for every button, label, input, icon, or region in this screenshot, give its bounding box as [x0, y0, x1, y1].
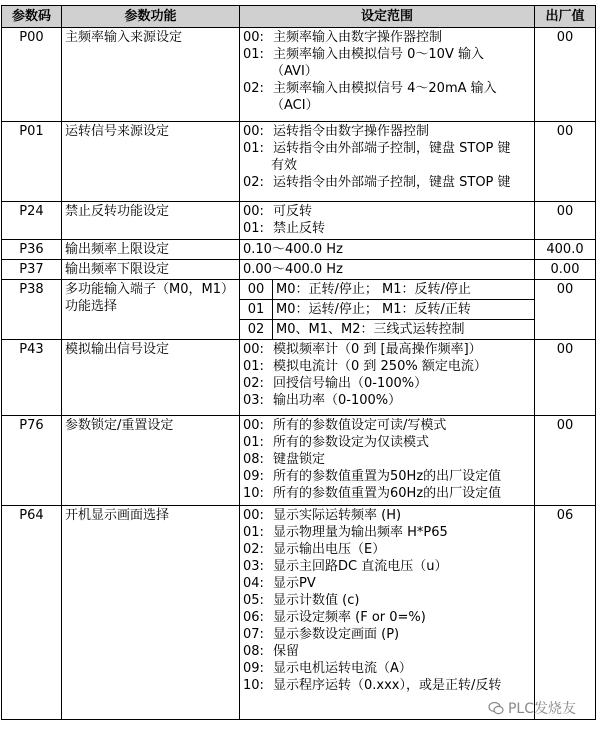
option-line: [243, 643, 531, 660]
option-key: 02:: [243, 542, 264, 557]
param-range: [240, 506, 535, 720]
option-text: 显示计数值 (c): [273, 593, 360, 608]
table-row: [2, 416, 596, 506]
option-text: 所有的参数值设定可读/写模式: [273, 418, 447, 433]
option-line: [243, 341, 531, 358]
option-key: 06:: [243, 610, 264, 625]
option-key: 04:: [243, 576, 264, 591]
option-line: [243, 541, 531, 558]
param-range: [240, 122, 535, 202]
option-text: 显示实际运转频率 (H): [273, 508, 402, 523]
param-code: P01: [2, 122, 62, 202]
option-text: 运转指令由数字操作器控制: [273, 124, 430, 139]
option-text: 0.00～400.0 Hz: [243, 262, 343, 277]
header-code: 参数码: [2, 6, 62, 28]
option-key: 09:: [243, 469, 264, 484]
option-key: 03:: [243, 393, 264, 408]
table-row: [2, 506, 596, 720]
header-function: 参数功能: [62, 6, 240, 28]
option-key: 02:: [243, 175, 264, 190]
option-key: 01:: [243, 221, 264, 236]
param-code: P00: [2, 28, 62, 122]
option-key: 01:: [243, 525, 264, 540]
table-row: [2, 122, 596, 202]
option-line: [243, 524, 531, 541]
option-text: 显示PV: [273, 576, 316, 591]
param-code: P37: [2, 260, 62, 280]
option-key: 10:: [243, 678, 264, 693]
option-text: 主频率输入由模拟信号 4～20mA 输入: [273, 81, 497, 96]
param-function: 主频率输入来源设定: [62, 28, 240, 122]
option-line: [243, 358, 531, 375]
option-line: [243, 660, 531, 677]
param-range: [240, 260, 535, 280]
header-default: 出厂值: [535, 6, 596, 28]
option-line: [243, 485, 531, 502]
option-key: 08:: [243, 644, 264, 659]
default-value: 00: [535, 122, 596, 202]
param-range: [240, 28, 535, 122]
table-header-row: [2, 6, 596, 28]
param-code: P43: [2, 340, 62, 416]
param-function: 输出频率下限设定: [62, 260, 240, 280]
table-row: [2, 240, 596, 260]
option-row: [240, 300, 534, 320]
default-value: 00: [535, 416, 596, 506]
option-text: 键盘锁定: [273, 452, 326, 467]
header-range: 设定范围: [240, 6, 535, 28]
option-text: 显示电机运转电流（A）: [273, 661, 412, 676]
option-line: [243, 29, 531, 46]
option-key: 00:: [243, 204, 264, 219]
param-range: [240, 202, 535, 240]
option-text: 可反转: [273, 204, 313, 219]
param-function: 运转信号来源设定: [62, 122, 240, 202]
default-value: 00: [535, 340, 596, 416]
option-text: 0.10～400.0 Hz: [243, 242, 343, 257]
option-key: 08:: [243, 452, 264, 467]
option-line: [243, 140, 531, 157]
watermark-text: PLC发烧友: [507, 701, 576, 717]
option-key: 09:: [243, 661, 264, 676]
option-line: [243, 80, 531, 97]
option-line: [243, 203, 531, 220]
option-row: [240, 320, 534, 340]
option-key: 01:: [243, 47, 264, 62]
option-text-continued: 有效: [271, 158, 298, 173]
option-key: 00:: [243, 508, 264, 523]
param-code: P76: [2, 416, 62, 506]
option-line: [243, 468, 531, 485]
param-code: P38: [2, 280, 62, 340]
option-text: 运转指令由外部端子控制，键盘 STOP 键: [273, 141, 511, 156]
option-line: [243, 123, 531, 140]
option-text: 所有的参数设定为仅读模式: [273, 435, 430, 450]
option-key: 00:: [243, 124, 264, 139]
option-line: [243, 609, 531, 626]
option-text: 所有的参数值重置为50Hz的出厂设定值: [273, 469, 502, 484]
option-text: 显示设定频率 (F or 0=%): [273, 610, 426, 625]
option-text: 所有的参数值重置为60Hz的出厂设定值: [273, 486, 502, 501]
option-key: 05:: [243, 593, 264, 608]
param-range: [240, 416, 535, 506]
option-line: [243, 592, 531, 609]
option-text: 禁止反转: [273, 221, 326, 236]
option-key: 00:: [243, 342, 264, 357]
option-key: 02:: [243, 81, 264, 96]
default-value: 00: [535, 280, 596, 340]
option-line: [243, 46, 531, 63]
option-key: 00: [240, 280, 273, 300]
option-text: 显示物理量为输出频率 H*P65: [273, 525, 448, 540]
option-subtable: [240, 280, 534, 339]
option-text: 输出功率（0-100%）: [273, 393, 402, 408]
option-line: [243, 558, 531, 575]
option-key: 02: [240, 320, 273, 340]
table-row: [2, 340, 596, 416]
option-text: M0、M1、M2：三线式运转控制: [273, 320, 535, 340]
option-text: 模拟频率计（0 到 [最高操作频率]）: [273, 342, 482, 357]
option-line: [243, 677, 531, 694]
option-text: 主频率输入由数字操作器控制: [273, 30, 443, 45]
param-code: P36: [2, 240, 62, 260]
param-range: [240, 340, 535, 416]
param-function: 禁止反转功能设定: [62, 202, 240, 240]
option-line: [243, 434, 531, 451]
table-row: [2, 260, 596, 280]
option-text: M0：正转/停止； M1：反转/停止: [273, 280, 535, 300]
parameter-table: [1, 5, 596, 720]
param-range: [240, 280, 535, 340]
param-code: P64: [2, 506, 62, 720]
option-text: 主频率输入由模拟信号 0～10V 输入: [273, 47, 484, 62]
option-key: 02:: [243, 376, 264, 391]
option-key: 01:: [243, 141, 264, 156]
option-text: 保留: [273, 644, 300, 659]
option-line: [243, 241, 531, 258]
option-line: [243, 575, 531, 592]
option-line: [243, 626, 531, 643]
default-value: 00: [535, 28, 596, 122]
table-row: [2, 28, 596, 122]
option-text: M0：运转/停止； M1：反转/正转: [273, 300, 535, 320]
option-line: [243, 375, 531, 392]
option-line: [243, 417, 531, 434]
option-key: 00:: [243, 418, 264, 433]
option-text: 回授信号输出（0-100%）: [273, 376, 428, 391]
table-row: [2, 280, 596, 340]
option-text: 显示主回路DC 直流电压（u）: [273, 559, 448, 574]
default-value: 00: [535, 202, 596, 240]
option-text-continued: （AVI）: [271, 64, 318, 79]
option-line: [243, 261, 531, 278]
default-value: 0.00: [535, 260, 596, 280]
option-key: 01: [240, 300, 273, 320]
option-key: 01:: [243, 435, 264, 450]
wechat-icon: [488, 700, 504, 716]
option-key: 10:: [243, 486, 264, 501]
param-function: 参数锁定/重置设定: [62, 416, 240, 506]
param-range: [240, 240, 535, 260]
param-function: 开机显示画面选择: [62, 506, 240, 720]
default-value: 400.0: [535, 240, 596, 260]
option-text: 显示输出电压（E）: [273, 542, 386, 557]
option-text-continued: （ACI）: [271, 98, 319, 113]
option-key: 03:: [243, 559, 264, 574]
option-line: [243, 507, 531, 524]
option-line: [243, 220, 531, 237]
param-function: 多功能输入端子（M0，M1）功能选择: [62, 280, 240, 340]
option-key: 07:: [243, 627, 264, 642]
param-function: 输出频率上限设定: [62, 240, 240, 260]
table-row: [2, 202, 596, 240]
option-line: [243, 174, 531, 191]
option-key: 01:: [243, 359, 264, 374]
option-text: 显示程序运转（0.xxx），或是正转/反转: [273, 678, 502, 693]
param-function: 模拟输出信号设定: [62, 340, 240, 416]
option-line: [243, 451, 531, 468]
option-text: 显示参数设定画面 (P): [273, 627, 400, 642]
default-value: 06: [535, 506, 596, 720]
watermark: [488, 698, 576, 718]
option-key: 00:: [243, 30, 264, 45]
option-text: 模拟电流计（0 到 250% 额定电流）: [273, 359, 487, 374]
param-code: P24: [2, 202, 62, 240]
option-text: 运转指令由外部端子控制，键盘 STOP 键: [273, 175, 511, 190]
option-row: [240, 280, 534, 300]
option-line: [243, 392, 531, 409]
